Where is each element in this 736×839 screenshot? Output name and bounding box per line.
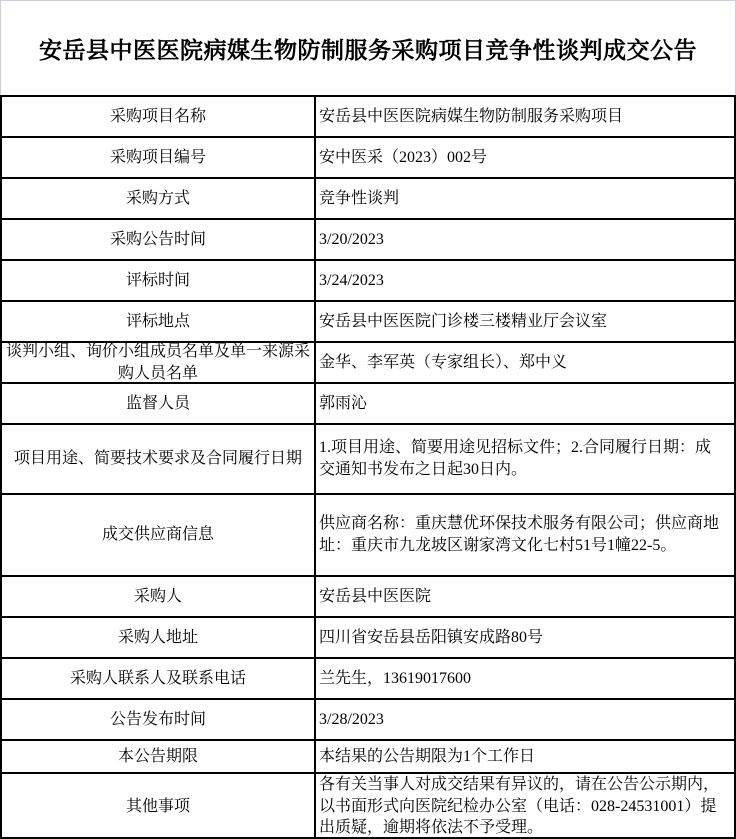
row-label: 采购人 (2, 577, 316, 616)
table-row (2, 774, 734, 839)
row-label: 谈判小组、询价小组成员名单及单一来源采购人员名单 (2, 343, 316, 382)
row-label: 采购项目名称 (2, 97, 316, 136)
row-value: 竞争性谈判 (319, 189, 400, 207)
row-label: 公告发布时间 (2, 700, 316, 739)
table-row (2, 425, 734, 495)
row-label: 采购方式 (2, 179, 316, 218)
row-value: 供应商名称：重庆慧优环保技术服务有限公司；供应商地址：重庆市九龙坡区谢家湾文化七村51号1幢22-5。 (319, 515, 720, 554)
table-row (2, 261, 734, 302)
table-row (2, 495, 734, 577)
table-row (2, 179, 734, 220)
table-row (2, 577, 734, 618)
row-label: 成交供应商信息 (2, 495, 316, 575)
table-row (2, 220, 734, 261)
row-value: 3/20/2023 (319, 230, 384, 248)
row-value: 四川省安岳县岳阳镇安成路80号 (319, 628, 544, 646)
row-value: 兰先生，13619017600 (319, 669, 472, 687)
row-value: 3/28/2023 (319, 710, 384, 728)
row-label: 评标地点 (2, 302, 316, 341)
page-title: 安岳县中医医院病媒生物防制服务采购项目竞争性谈判成交公告 (39, 37, 697, 63)
row-label: 评标时间 (2, 261, 316, 300)
row-label: 本公告期限 (2, 741, 316, 772)
announcement-table (0, 95, 736, 839)
row-label: 采购项目编号 (2, 138, 316, 177)
row-label: 监督人员 (2, 384, 316, 423)
table-row (2, 618, 734, 659)
row-value: 郭雨沁 (319, 394, 368, 412)
row-value: 安中医采（2023）002号 (319, 148, 488, 166)
table-row (2, 138, 734, 179)
table-row (2, 384, 734, 425)
row-value: 金华、李军英（专家组长）、郑中义 (319, 353, 568, 371)
row-value: 各有关当事人对成交结果有异议的，请在公告公示期内，以书面形式向医院纪检办公室（电话：028-24531001）提出质疑，逾期将依法不予受理。 (319, 776, 720, 837)
row-value: 安岳县中医医院门诊楼三楼精业厅会议室 (319, 312, 608, 330)
row-value: 1.项目用途、简要用途见招标文件；2.合同履行日期：成交通知书发布之日起30日内。 (319, 439, 712, 478)
row-value: 本结果的公告期限为1个工作日 (319, 747, 536, 765)
row-label: 采购公告时间 (2, 220, 316, 259)
table-row (2, 343, 734, 384)
table-row (2, 700, 734, 741)
table-row (2, 302, 734, 343)
table-row (2, 659, 734, 700)
row-value: 3/24/2023 (319, 271, 384, 289)
table-row (2, 741, 734, 774)
row-label: 采购人联系人及联系电话 (2, 659, 316, 698)
row-value: 安岳县中医医院 (319, 587, 432, 605)
table-row (2, 97, 734, 138)
row-label: 其他事项 (2, 774, 316, 839)
row-value: 安岳县中医医院病媒生物防制服务采购项目 (319, 107, 624, 125)
row-label: 项目用途、简要技术要求及合同履行日期 (2, 425, 316, 493)
row-label: 采购人地址 (2, 618, 316, 657)
title-block (0, 0, 736, 95)
